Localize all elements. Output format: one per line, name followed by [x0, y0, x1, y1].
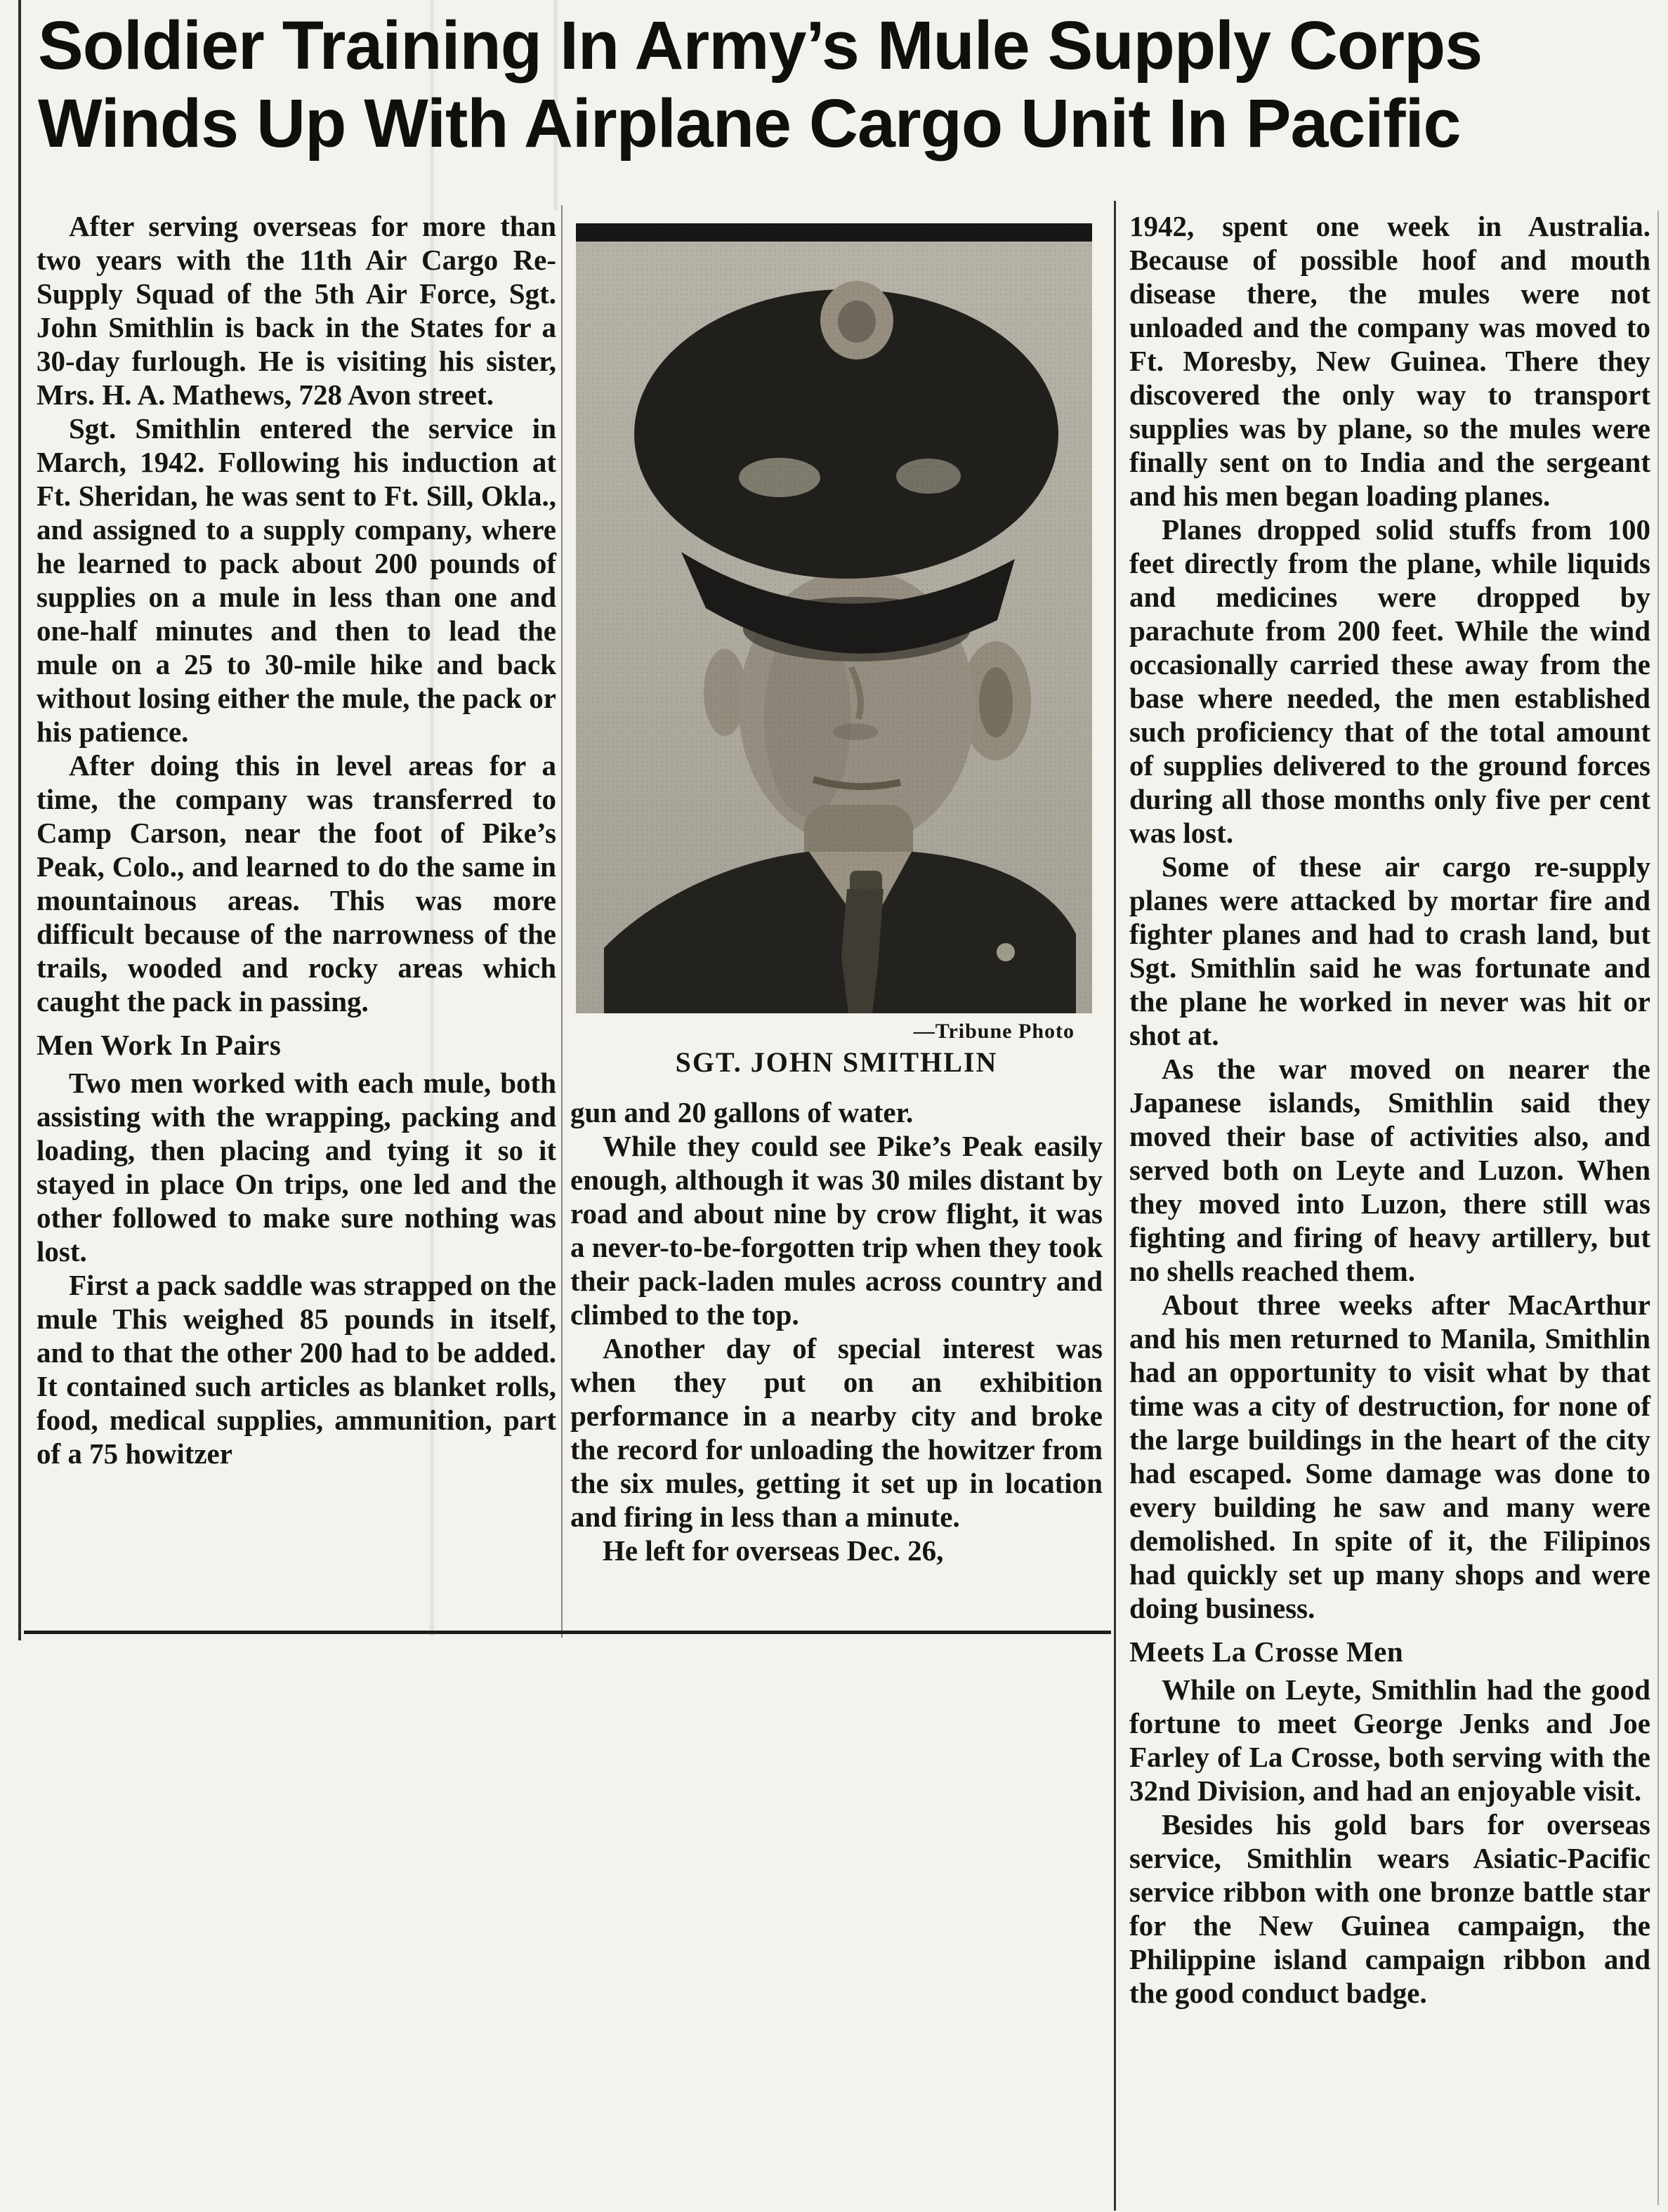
photo-credit: —Tribune Photo [913, 1020, 1075, 1043]
section-subhead: Men Work In Pairs [37, 1029, 282, 1061]
halftone-texture [576, 223, 1092, 1013]
article-paragraph: After doing this in level areas for a time, the company was transferred to Camp Carson, near the foot of Pike’s Peak, Colo., and learned to do the same in mountainous areas. This was more difficult because of the narrowness of the trails, wooded and rocky areas which caught the pack in passing. [37, 749, 556, 1018]
left-edge-rule [18, 0, 21, 1640]
article-paragraph: While they could see Pike’s Peak easily enough, although it was 30 miles distant by road and about nine by crow flight, it was a never-to-be-forgotten trip when they took their pack-laden mules across country and climbed to the top. [570, 1130, 1103, 1331]
section-subhead: Meets La Crosse Men [1129, 1635, 1404, 1668]
scan-streak-artifact [553, 0, 558, 211]
article-paragraph: He left for overseas Dec. 26, [603, 1534, 944, 1567]
article-paragraph: While on Leyte, Smithlin had the good fortune to meet George Jenks and Joe Farley of La Crosse, both serving with the 32nd Division, and had an enjoyable visit. [1129, 1673, 1650, 1807]
article-paragraph: First a pack saddle was strapped on the mule This weighed 85 pounds in itself, and to that the other 200 had to be added. It contained such articles as blanket rolls, food, medical supplies, ammunition, part of a 75 howitzer [37, 1269, 556, 1470]
article-paragraph: Two men worked with each mule, both assisting with the wrapping, packing and loading, then placing and tying it so it stayed in place On trips, one led and the other followed to make sure nothing was lost. [37, 1067, 556, 1268]
article-bottom-rule [24, 1631, 1111, 1634]
headline-line-2: Winds Up With Airplane Cargo Unit In Pacific [38, 84, 1461, 162]
soldier-portrait-photo [576, 223, 1092, 1013]
article-paragraph: After serving overseas for more than two years with the 11th Air Cargo Re-Supply Squad of the 5th Air Force, Sgt. John Smithlin is back in the States for a 30-day furlough. He is visiting his sister, Mrs. H. A. Mathews, 728 Avon street. [37, 210, 556, 411]
soldier-portrait-illustration [576, 223, 1092, 1013]
article-paragraph: 1942, spent one week in Australia. Because of possible hoof and mouth disease there, the mules were not unloaded and the company was moved to Ft. Moresby, New Guinea. There they discovered the only way to transport supplies was by plane, so the mules were finally sent on to India and the sergeant and his men began loading planes. [1129, 210, 1650, 512]
column-rule-left-middle [561, 205, 563, 1638]
article-paragraph: Sgt. Smithlin entered the service in March, 1942. Following his induction at Ft. Sheridan, he was sent to Ft. Sill, Okla., and assigned to a supply company, where he learned to pack about 200 pounds of supplies on a mule in less than one and one-half minutes and then to lead the mule on a 25 to 30-mile hike and back without losing either the mule, the pack or his patience. [37, 412, 556, 748]
photo-caption: SGT. JOHN SMITHLIN [675, 1046, 998, 1078]
headline-line-1: Soldier Training In Army’s Mule Supply Corps [38, 7, 1483, 84]
article-paragraph: Another day of special interest was when they put on an exhibition performance in a nearby city and broke the record for unloading the howitzer from the six mules, getting it set up in location and firing in less than a minute. [570, 1332, 1103, 1533]
article-paragraph: About three weeks after MacArthur and his men returned to Manila, Smithlin had an opportunity to visit what by that time was a city of destruction, for none of the large buildings in the heart of the city had escaped. Some damage was done to every building he saw and many were demolished. In spite of it, the Filipinos had quickly set up many shops and were doing business. [1129, 1289, 1650, 1624]
article-column-middle [570, 1095, 1103, 1567]
article-paragraph: Besides his gold bars for overseas service, Smithlin wears Asiatic-Pacific service ribbon with one bronze battle star for the New Guinea campaign, the Philippine island campaign ribbon and the good conduct badge. [1129, 1808, 1650, 2009]
right-edge-rule [1657, 211, 1659, 2205]
article-paragraph: gun and 20 gallons of water. [570, 1096, 914, 1128]
article-column-left [37, 209, 556, 1470]
article-paragraph: As the war moved on nearer the Japanese islands, Smithlin said they moved their base of activities also, and served both on Leyte and Luzon. When they moved into Luzon, there still was fighting and firing of heavy artillery, but no shells reached them. [1129, 1053, 1650, 1287]
article-headline [38, 7, 1653, 162]
column-rule-middle-right [1114, 201, 1116, 2211]
article-paragraph: Some of these air cargo re-supply planes were attacked by mortar fire and fighter planes and had to crash land, but Sgt. Smithlin said he was fortunate and the plane he worked in never was hit or shot at. [1129, 850, 1650, 1051]
article-paragraph: Planes dropped solid stuffs from 100 feet directly from the plane, while liquids and medicines were dropped by parachute from 200 feet. While the wind occasionally carried these away from the base where needed, the men established such proficiency that of the total amount of supplies delivered to the ground forces during all those months only five per cent was lost. [1129, 513, 1650, 849]
article-column-right [1129, 209, 1650, 2010]
